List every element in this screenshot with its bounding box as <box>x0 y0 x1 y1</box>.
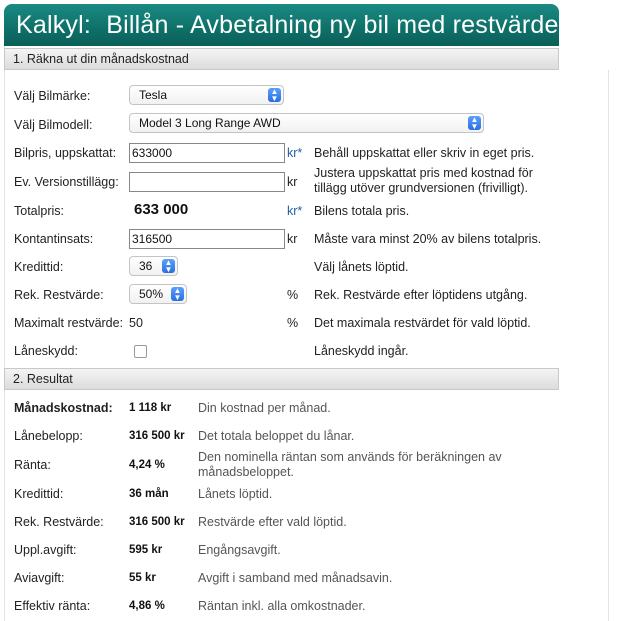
right-border <box>608 70 609 621</box>
residual-description: Rek. Restvärde efter löptidens utgång. <box>314 288 528 302</box>
left-border <box>4 46 5 621</box>
model-select-value: Model 3 Long Range AWD <box>139 116 281 130</box>
calculator-title <box>4 4 559 46</box>
result-label: Rek. Restvärde: <box>14 515 104 529</box>
term-label: Kredittid: <box>14 260 64 274</box>
insurance-description: Låneskydd ingår. <box>314 344 409 358</box>
section-header-result <box>4 368 559 390</box>
result-description: Din kostnad per månad. <box>198 401 331 415</box>
result-value: 4,24 % <box>129 459 165 471</box>
model-label: Välj Bilmodell: <box>14 118 93 132</box>
downpayment-description: Måste vara minst 20% av bilens totalpris. <box>314 232 542 246</box>
result-value: 55 kr <box>129 572 156 584</box>
total-value: 633 000 <box>134 201 189 218</box>
result-value: 36 mån <box>129 488 169 500</box>
result-label: Uppl.avgift: <box>14 543 77 557</box>
insurance-checkbox[interactable] <box>134 345 147 358</box>
section-header-label: 2. Resultat <box>13 372 73 386</box>
insurance-label: Låneskydd: <box>14 344 78 358</box>
downpayment-label: Kontantinsats: <box>14 232 94 246</box>
version-input[interactable] <box>129 172 285 192</box>
price-description: Behåll uppskattat eller skriv in eget pris. <box>314 146 535 160</box>
term-select[interactable] <box>129 256 178 276</box>
result-description: Den nominella räntan som används för beräkningen av månadsbeloppet. <box>198 450 502 479</box>
term-description: Välj lånets löptid. <box>314 260 409 274</box>
version-unit: kr <box>287 175 298 189</box>
section-header-calculate <box>4 48 559 70</box>
result-label: Kredittid: <box>14 487 64 501</box>
brand-select-value: Tesla <box>139 88 168 102</box>
max-residual-description: Det maximala restvärdet för vald löptid. <box>314 316 531 330</box>
result-description: Restvärde efter vald löptid. <box>198 515 347 529</box>
result-value: 316 500 kr <box>129 516 185 528</box>
version-description: Justera uppskattat pris med kostnad för tillägg utöver grundversionen (frivilligt). <box>314 166 533 195</box>
title-prefix: Kalkyl: <box>16 11 92 39</box>
residual-label: Rek. Restvärde: <box>14 288 104 302</box>
result-description: Räntan inkl. alla omkostnader. <box>198 599 366 613</box>
result-description: Avgift i samband med månadsavin. <box>198 571 393 585</box>
model-select[interactable] <box>129 113 484 133</box>
result-value: 1 118 kr <box>129 402 172 414</box>
result-description: Lånets löptid. <box>198 487 273 501</box>
max-residual-unit: % <box>287 316 299 330</box>
price-label: Bilpris, uppskattat: <box>14 146 117 160</box>
version-label: Ev. Versionstillägg: <box>14 175 119 189</box>
term-select-value: 36 <box>139 259 153 273</box>
residual-select[interactable] <box>129 284 187 304</box>
total-unit: kr* <box>287 204 303 218</box>
result-label: Aviavgift: <box>14 571 65 585</box>
max-residual-value: 50 <box>129 316 143 330</box>
section-header-label: 1. Räkna ut din månadskostnad <box>13 52 189 66</box>
downpayment-unit: kr <box>287 232 298 246</box>
total-description: Bilens totala pris. <box>314 204 410 218</box>
brand-select[interactable] <box>129 85 284 105</box>
title-text: Billån - Avbetalning ny bil med restvärde <box>106 11 559 39</box>
residual-select-value: 50% <box>139 287 164 301</box>
result-label: Lånebelopp: <box>14 429 83 443</box>
result-label: Ränta: <box>14 458 51 472</box>
max-residual-label: Maximalt restvärde: <box>14 316 124 330</box>
downpayment-input[interactable] <box>129 229 285 249</box>
price-unit: kr* <box>287 146 303 160</box>
price-input[interactable] <box>129 143 285 163</box>
result-value: 316 500 kr <box>129 430 185 442</box>
select-arrows-icon: ▲ ▼ <box>162 259 175 273</box>
select-arrows-icon: ▲ ▼ <box>468 116 481 130</box>
result-description: Det totala beloppet du lånar. <box>198 429 355 443</box>
brand-label: Välj Bilmärke: <box>14 89 91 103</box>
select-arrows-icon: ▲ ▼ <box>171 287 184 301</box>
total-label: Totalpris: <box>14 204 65 218</box>
result-value: 595 kr <box>129 544 163 556</box>
result-label: Månadskostnad: <box>14 401 113 415</box>
select-arrows-icon: ▲ ▼ <box>268 88 281 102</box>
result-description: Engångsavgift. <box>198 543 281 557</box>
result-value: 4,86 % <box>129 600 165 612</box>
result-label: Effektiv ränta: <box>14 599 91 613</box>
residual-unit: % <box>287 288 299 302</box>
